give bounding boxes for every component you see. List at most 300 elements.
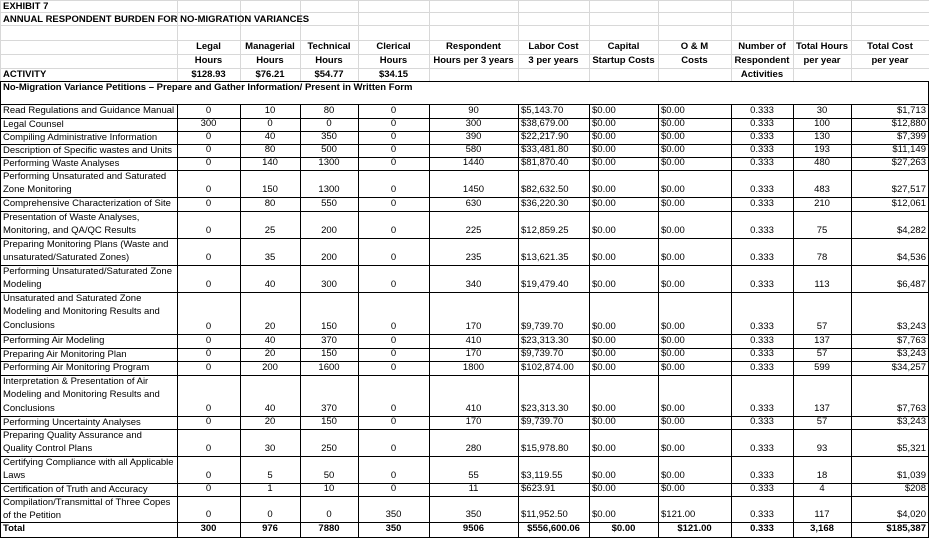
table-cell[interactable]: 0.333	[750, 144, 774, 156]
table-cell[interactable]: $0.00	[592, 144, 616, 156]
table-cell[interactable]: 0	[205, 198, 212, 210]
column-header-sub[interactable]	[589, 68, 658, 81]
table-cell[interactable]: $15,978.80	[521, 443, 569, 455]
table-cell[interactable]: 20	[264, 416, 276, 428]
table-cell[interactable]: $4,282	[896, 225, 926, 237]
activity-label[interactable]	[0, 144, 177, 157]
row-border	[0, 265, 929, 266]
activity-label-line: Unsaturated and Saturated Zone	[3, 293, 142, 304]
column-header-sub[interactable]: Activities	[740, 69, 784, 80]
table-cell[interactable]: $0.00	[592, 348, 616, 360]
table-cell[interactable]: 1450	[462, 184, 485, 196]
column-header-sub[interactable]	[658, 68, 731, 81]
table-cell[interactable]: $0.00	[592, 403, 616, 415]
table-cell[interactable]: 0	[390, 279, 397, 291]
table-cell[interactable]: 0	[326, 509, 332, 521]
table-cell[interactable]: 235	[465, 252, 482, 264]
activity-label-line: Preparing Quality Assurance and	[3, 430, 142, 441]
table-cell[interactable]: 200	[321, 252, 337, 264]
table-cell[interactable]: $0.00	[661, 403, 685, 415]
table-cell[interactable]: 280	[465, 443, 482, 455]
table-cell[interactable]: 0	[390, 118, 397, 130]
table-cell[interactable]: 0.333	[750, 131, 774, 143]
table-cell[interactable]: $4,020	[896, 509, 926, 521]
table-cell[interactable]: 0	[390, 157, 397, 169]
table-cell[interactable]: $34,257	[891, 362, 926, 374]
table-cell[interactable]: 0.333	[750, 483, 774, 495]
table-cell[interactable]: 0.333	[750, 509, 774, 521]
activity-label[interactable]	[0, 238, 177, 265]
table-cell[interactable]: 390	[465, 131, 482, 143]
table-cell[interactable]: 0	[390, 403, 397, 415]
table-cell[interactable]: $38,679.00	[521, 118, 569, 130]
table-cell[interactable]: 0.333	[750, 252, 774, 264]
total-cell[interactable]: $0.00	[611, 523, 636, 534]
table-cell[interactable]: $11,952.50	[521, 509, 568, 521]
column-border	[793, 104, 794, 538]
table-cell[interactable]: 0	[205, 131, 212, 143]
table-cell[interactable]: 30	[264, 443, 276, 455]
activity-header[interactable]: ACTIVITY	[3, 69, 47, 80]
table-cell[interactable]: 20	[264, 321, 276, 333]
table-cell[interactable]: 0.333	[750, 443, 774, 455]
table-cell[interactable]: 0	[205, 470, 212, 482]
activity-label[interactable]	[0, 170, 177, 197]
activity-label[interactable]	[0, 118, 177, 131]
activity-label[interactable]	[0, 375, 177, 416]
row-border	[0, 292, 929, 293]
table-cell[interactable]: $0.00	[592, 470, 616, 482]
table-cell[interactable]: $0.00	[661, 118, 685, 130]
column-header[interactable]: Clerical	[376, 41, 411, 52]
column-header[interactable]: Legal	[196, 41, 221, 52]
table-cell[interactable]: 550	[321, 198, 337, 210]
table-cell[interactable]: 410	[465, 335, 482, 347]
activity-label[interactable]	[0, 334, 177, 348]
table-cell[interactable]: 80	[264, 144, 276, 156]
table-cell[interactable]: $5,321	[896, 443, 926, 455]
table-cell[interactable]: 100	[814, 118, 830, 130]
table-cell[interactable]: 300	[321, 279, 337, 291]
table-cell[interactable]: $623.91	[521, 483, 556, 495]
table-cell[interactable]: $208	[904, 483, 926, 495]
table-cell[interactable]: 30	[816, 105, 828, 117]
table-cell[interactable]: 57	[816, 321, 828, 333]
hourly-rate[interactable]: $34.15	[378, 69, 409, 80]
activity-label[interactable]	[0, 416, 177, 429]
table-cell[interactable]: $12,859.25	[521, 225, 569, 237]
sheet-title[interactable]: ANNUAL RESPONDENT BURDEN FOR NO-MIGRATION VARIANCES	[3, 13, 310, 25]
table-cell[interactable]: 137	[814, 403, 830, 415]
table-cell[interactable]: 0	[205, 279, 212, 291]
table-cell[interactable]: 193	[814, 144, 830, 156]
table-cell[interactable]: 0	[390, 470, 397, 482]
table-cell[interactable]: $7,763	[896, 403, 926, 415]
table-cell[interactable]: 0.333	[750, 362, 774, 374]
activity-label[interactable]	[0, 429, 177, 456]
table-cell[interactable]: 1300	[318, 157, 340, 169]
table-cell[interactable]: $23,313.30	[521, 335, 569, 347]
hourly-rate[interactable]: $128.93	[191, 69, 226, 80]
table-cell[interactable]: $0.00	[661, 131, 685, 143]
table-cell[interactable]: 20	[264, 348, 276, 360]
table-cell[interactable]: 5	[267, 470, 273, 482]
table-cell[interactable]: $19,479.40	[521, 279, 569, 291]
table-cell[interactable]: 40	[264, 131, 276, 143]
table-cell[interactable]: 0	[390, 225, 397, 237]
table-cell[interactable]: $0.00	[661, 470, 685, 482]
table-cell[interactable]: 11	[468, 483, 479, 495]
table-cell[interactable]: $82,632.50	[521, 184, 569, 196]
table-cell[interactable]: 0.333	[750, 416, 774, 428]
table-cell[interactable]: $0.00	[661, 416, 685, 428]
table-cell[interactable]: 0.333	[750, 335, 774, 347]
total-cell[interactable]: 350	[385, 523, 402, 534]
table-cell[interactable]: $0.00	[592, 184, 616, 196]
table-cell[interactable]: 78	[816, 252, 828, 264]
table-cell[interactable]: 0.333	[750, 184, 774, 196]
table-cell[interactable]: $0.00	[592, 416, 616, 428]
total-cell[interactable]: $556,600.06	[527, 523, 580, 534]
table-cell[interactable]: $0.00	[592, 362, 616, 374]
table-cell[interactable]: 200	[321, 225, 337, 237]
table-cell[interactable]: $23,313.30	[521, 403, 569, 415]
table-cell[interactable]: $0.00	[661, 443, 685, 455]
table-cell[interactable]: $27,263	[891, 157, 926, 169]
total-cell[interactable]: 7880	[318, 523, 340, 534]
table-cell[interactable]: $11,149	[892, 144, 926, 156]
table-cell[interactable]: 150	[262, 184, 278, 196]
table-cell[interactable]: 1600	[318, 362, 340, 374]
table-cell[interactable]: 0	[390, 198, 397, 210]
table-cell[interactable]: $9,739.70	[521, 348, 564, 360]
activity-label[interactable]	[0, 131, 177, 144]
table-cell[interactable]: 200	[262, 362, 278, 374]
table-cell[interactable]: $121.00	[661, 509, 696, 521]
column-header-sub[interactable]	[851, 68, 929, 81]
table-cell[interactable]: 350	[321, 131, 337, 143]
table-cell[interactable]: 35	[264, 252, 276, 264]
table-cell[interactable]: $9,739.70	[521, 416, 564, 428]
table-cell[interactable]: $0.00	[592, 509, 616, 521]
table-cell[interactable]: $0.00	[592, 335, 616, 347]
activity-label[interactable]	[0, 104, 177, 118]
table-cell[interactable]: 75	[816, 225, 828, 237]
table-cell[interactable]: 483	[814, 184, 830, 196]
activity-label[interactable]	[0, 348, 177, 361]
table-cell[interactable]: 0	[267, 118, 273, 130]
column-header[interactable]: Number of	[738, 41, 786, 52]
column-header-sub[interactable]: Hours	[256, 55, 284, 66]
table-cell[interactable]: $9,739.70	[521, 321, 564, 333]
activity-label-line: Performing Uncertainty Analyses	[3, 417, 141, 428]
table-cell[interactable]: 370	[321, 335, 337, 347]
activity-label[interactable]	[0, 292, 177, 334]
table-cell[interactable]: 0	[205, 403, 212, 415]
table-cell[interactable]: 4	[819, 483, 825, 495]
section-title[interactable]: No-Migration Variance Petitions – Prepare and Gather Information/ Present in Written Form	[3, 82, 413, 93]
table-cell[interactable]: 0	[205, 416, 212, 428]
table-cell[interactable]: 0	[205, 184, 212, 196]
table-cell[interactable]: $13,621.35	[521, 252, 569, 264]
column-header-sub[interactable]: Hours per 3 years	[433, 55, 514, 66]
table-cell[interactable]: 10	[264, 105, 276, 117]
total-cell[interactable]: 0.333	[750, 523, 774, 534]
total-cell[interactable]: 300	[200, 523, 217, 534]
activity-label-line: Description of Specific wastes and Units	[3, 145, 172, 156]
column-header[interactable]: Labor Cost	[528, 41, 579, 52]
column-header[interactable]: O & M	[680, 41, 709, 52]
table-cell[interactable]: $7,763	[896, 335, 926, 347]
total-cell[interactable]: 3,168	[810, 523, 834, 534]
table-cell[interactable]: 210	[814, 198, 830, 210]
activity-label-line: Certifying Compliance with all Applicable	[3, 457, 174, 468]
table-cell[interactable]: $0.00	[661, 184, 685, 196]
activity-label[interactable]	[0, 496, 177, 522]
table-cell[interactable]: $12,061	[891, 198, 926, 210]
table-cell[interactable]: $0.00	[661, 279, 685, 291]
table-cell[interactable]: $0.00	[592, 131, 616, 143]
table-cell[interactable]: 0	[205, 509, 212, 521]
table-cell[interactable]: 0	[390, 184, 397, 196]
table-cell[interactable]: $0.00	[592, 225, 616, 237]
table-cell[interactable]: 0	[205, 362, 212, 374]
total-cell[interactable]: 976	[262, 523, 278, 534]
table-cell[interactable]: 170	[465, 321, 482, 333]
hourly-rate[interactable]: $76.21	[255, 69, 285, 80]
table-cell[interactable]: 80	[264, 198, 276, 210]
column-header[interactable]: Managerial	[245, 41, 295, 52]
column-header-sub[interactable]: 3 per years	[528, 55, 579, 66]
table-cell[interactable]: 1300	[318, 184, 340, 196]
table-cell[interactable]: 599	[814, 362, 830, 374]
table-cell[interactable]: 0	[205, 157, 212, 169]
table-cell[interactable]: 0	[205, 321, 212, 333]
table-cell[interactable]: 370	[321, 403, 337, 415]
table-cell[interactable]: 57	[816, 416, 828, 428]
table-cell[interactable]: 0	[390, 416, 397, 428]
table-cell[interactable]: 0.333	[750, 225, 774, 237]
activity-label[interactable]	[0, 197, 177, 211]
column-header-sub[interactable]: per year	[803, 55, 841, 66]
table-cell[interactable]: 0	[390, 105, 397, 117]
table-cell[interactable]: 150	[321, 416, 337, 428]
table-cell[interactable]: 300	[200, 118, 217, 130]
table-cell[interactable]: $0.00	[661, 483, 685, 495]
table-cell[interactable]: $81,870.40	[521, 157, 569, 169]
table-cell[interactable]: $0.00	[592, 157, 616, 169]
table-cell[interactable]: 18	[816, 470, 828, 482]
table-cell[interactable]: $1,039	[896, 470, 926, 482]
table-cell[interactable]: 170	[465, 348, 482, 360]
table-cell[interactable]: $0.00	[661, 321, 685, 333]
table-cell[interactable]: $0.00	[661, 144, 685, 156]
activity-label[interactable]	[0, 265, 177, 292]
table-cell[interactable]: 0.333	[750, 279, 774, 291]
table-cell[interactable]: 0	[205, 105, 212, 117]
column-header-sub[interactable]: Hours	[379, 55, 408, 66]
table-cell[interactable]: 50	[323, 470, 335, 482]
table-cell[interactable]: 0.333	[750, 105, 774, 117]
column-header[interactable]: Technical	[307, 41, 351, 52]
exhibit-label[interactable]: EXHIBIT 7	[3, 1, 49, 12]
table-cell[interactable]: $4,536	[896, 252, 926, 264]
table-cell[interactable]: 0	[205, 335, 212, 347]
column-header[interactable]: Capital	[607, 41, 640, 52]
table-cell[interactable]: 117	[814, 509, 830, 521]
table-cell[interactable]: 130	[814, 131, 830, 143]
column-header-sub[interactable]	[793, 68, 851, 81]
table-cell[interactable]: 250	[321, 443, 337, 455]
table-cell[interactable]: 0.333	[750, 403, 774, 415]
table-cell[interactable]: 0	[205, 144, 212, 156]
table-cell[interactable]: $5,143.70	[521, 105, 564, 117]
table-cell[interactable]: 0	[390, 131, 397, 143]
table-cell[interactable]: $1,713	[896, 105, 926, 117]
activity-label[interactable]	[0, 157, 177, 170]
table-cell[interactable]: 0.333	[750, 157, 774, 169]
table-cell[interactable]: 0	[390, 252, 397, 264]
table-cell[interactable]: 55	[468, 470, 479, 482]
total-cell[interactable]: $185,387	[886, 523, 926, 534]
table-cell[interactable]: 137	[814, 335, 830, 347]
column-header-sub[interactable]: Startup Costs	[592, 55, 655, 66]
table-cell[interactable]: $0.00	[592, 198, 616, 210]
table-cell[interactable]: 10	[323, 483, 335, 495]
table-cell[interactable]: 500	[321, 144, 337, 156]
activity-label[interactable]	[0, 456, 177, 483]
table-cell[interactable]: $6,487	[896, 279, 926, 291]
table-cell[interactable]: $22,217.90	[521, 131, 569, 143]
table-cell[interactable]: 480	[814, 157, 830, 169]
column-header-sub[interactable]: Hours	[315, 55, 343, 66]
table-cell[interactable]: 0.333	[750, 321, 774, 333]
table-cell[interactable]: $0.00	[592, 118, 616, 130]
table-cell[interactable]: 0	[205, 483, 212, 495]
activity-label-line: Modeling and Monitoring Results and	[3, 389, 160, 401]
table-cell[interactable]: 0	[390, 321, 397, 333]
table-cell[interactable]: 0.333	[750, 348, 774, 360]
table-cell[interactable]: 0	[205, 348, 212, 360]
table-cell[interactable]: 0	[205, 443, 212, 455]
table-cell[interactable]: 0	[390, 483, 397, 495]
table-cell[interactable]: 0	[390, 144, 397, 156]
table-cell[interactable]: 93	[816, 443, 828, 455]
table-cell[interactable]: 140	[262, 157, 278, 169]
table-cell[interactable]: $0.00	[592, 483, 616, 495]
table-cell[interactable]: 0.333	[750, 470, 774, 482]
table-cell[interactable]: $0.00	[592, 252, 616, 264]
table-cell[interactable]: $0.00	[661, 105, 685, 117]
column-header-sub[interactable]: Respondent	[734, 55, 790, 66]
total-cell[interactable]: $121.00	[677, 523, 712, 534]
table-cell[interactable]: 0	[390, 443, 397, 455]
table-cell[interactable]: $0.00	[661, 362, 685, 374]
table-cell[interactable]: $0.00	[592, 279, 616, 291]
column-header-sub[interactable]: Hours	[194, 55, 223, 66]
table-cell[interactable]: 90	[468, 105, 479, 117]
table-cell[interactable]: $0.00	[592, 443, 616, 455]
table-cell[interactable]: $0.00	[661, 157, 685, 169]
table-cell[interactable]: 0	[205, 225, 212, 237]
activity-label[interactable]	[0, 211, 177, 238]
total-cell[interactable]: 9506	[462, 523, 485, 534]
table-cell[interactable]: $0.00	[661, 348, 685, 360]
column-header-sub[interactable]	[429, 68, 518, 81]
table-cell[interactable]: 0.333	[750, 198, 774, 210]
table-cell[interactable]: 0.333	[750, 118, 774, 130]
activity-label[interactable]	[0, 483, 177, 496]
table-cell[interactable]: 0	[326, 118, 332, 130]
table-cell[interactable]: $3,243	[896, 416, 926, 428]
table-cell[interactable]: 0	[390, 362, 397, 374]
table-cell[interactable]: 630	[465, 198, 482, 210]
table-cell[interactable]: 57	[816, 348, 828, 360]
table-cell[interactable]: 1	[267, 483, 273, 495]
table-cell[interactable]: 350	[465, 509, 482, 521]
table-cell[interactable]: 80	[323, 105, 335, 117]
table-cell[interactable]: 170	[465, 416, 482, 428]
table-cell[interactable]: $0.00	[661, 252, 685, 264]
table-cell[interactable]: $0.00	[592, 105, 616, 117]
table-cell[interactable]: $0.00	[661, 335, 685, 347]
table-cell[interactable]: 0	[390, 348, 397, 360]
table-cell[interactable]: 113	[814, 279, 830, 291]
table-cell[interactable]: $0.00	[661, 225, 685, 237]
table-cell[interactable]: 1440	[462, 157, 485, 169]
column-header-sub[interactable]	[518, 68, 589, 81]
table-cell[interactable]: $36,220.30	[521, 198, 569, 210]
table-cell[interactable]: 40	[264, 335, 276, 347]
hourly-rate[interactable]: $54.77	[314, 69, 344, 80]
column-header-sub[interactable]: per year	[871, 55, 909, 66]
table-cell[interactable]: 350	[385, 509, 402, 521]
table-cell[interactable]: 410	[465, 403, 482, 415]
table-cell[interactable]: $0.00	[661, 198, 685, 210]
table-cell[interactable]: $102,874.00	[521, 362, 574, 374]
table-cell[interactable]: 225	[465, 225, 482, 237]
table-cell[interactable]: $3,243	[896, 321, 926, 333]
column-border	[731, 104, 732, 538]
table-cell[interactable]: 340	[465, 279, 482, 291]
table-cell[interactable]: 150	[321, 348, 337, 360]
table-cell[interactable]: $27,517	[891, 184, 926, 196]
table-cell[interactable]: 1800	[462, 362, 485, 374]
column-header[interactable]: Total Hours	[795, 41, 849, 52]
total-label[interactable]: Total	[3, 523, 25, 534]
table-cell[interactable]: $33,481.80	[521, 144, 569, 156]
activity-label-line: Preparing Air Monitoring Plan	[3, 349, 127, 360]
table-cell[interactable]: 0	[267, 509, 273, 521]
table-cell[interactable]: 150	[321, 321, 337, 333]
table-cell[interactable]: $3,119.55	[521, 470, 563, 482]
table-cell[interactable]: $0.00	[592, 321, 616, 333]
table-cell[interactable]: 0	[205, 252, 212, 264]
column-header[interactable]: Respondent	[446, 41, 501, 52]
table-cell[interactable]: 0	[390, 335, 397, 347]
column-header[interactable]: Total Cost	[867, 41, 913, 52]
table-cell[interactable]: 580	[465, 144, 482, 156]
table-cell[interactable]: $7,399	[896, 131, 926, 143]
table-cell[interactable]: 40	[264, 403, 276, 415]
table-cell[interactable]: 300	[465, 118, 482, 130]
table-cell[interactable]: $12,880	[891, 118, 926, 130]
column-header-sub[interactable]: Costs	[681, 55, 708, 66]
table-cell[interactable]: 40	[264, 279, 276, 291]
activity-label[interactable]	[0, 361, 177, 375]
table-cell[interactable]: $3,243	[896, 348, 926, 360]
table-cell[interactable]: 25	[264, 225, 276, 237]
